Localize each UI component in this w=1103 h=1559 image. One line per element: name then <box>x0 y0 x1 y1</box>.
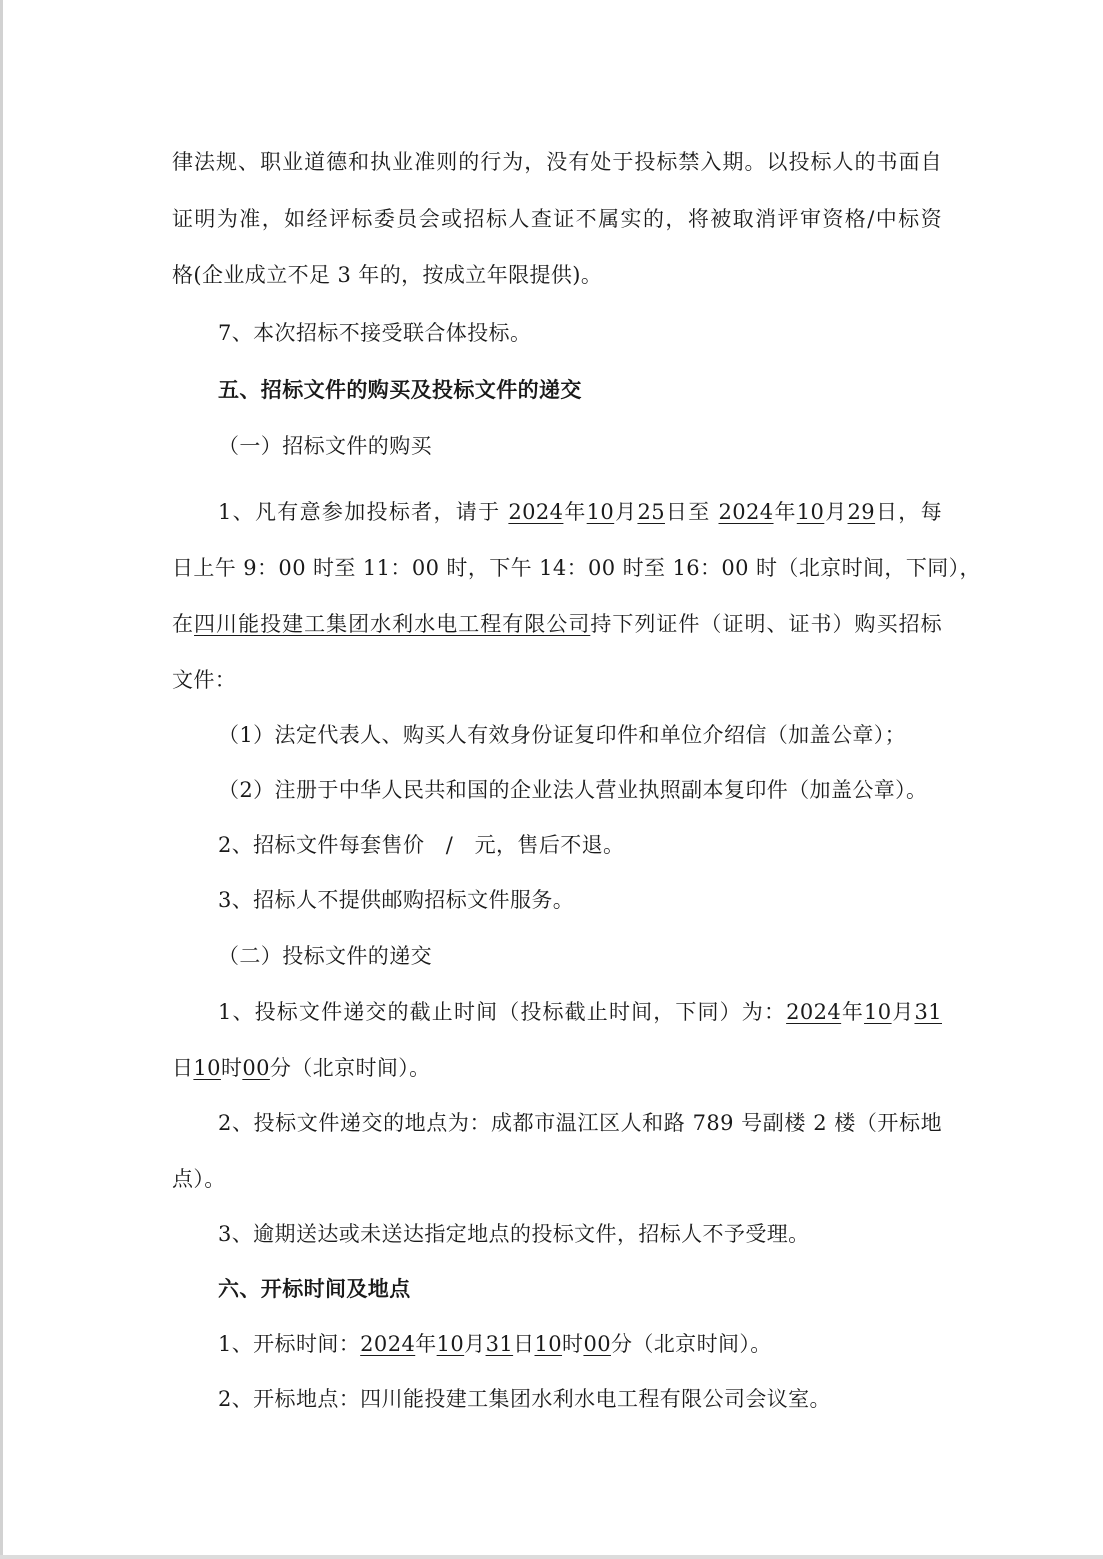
paragraph-line: 文件： <box>172 668 237 692</box>
date-year: 2024 <box>718 500 774 524</box>
date-year: 2024 <box>360 1332 416 1356</box>
date-year: 2024 <box>508 500 564 524</box>
submission-deadline-line: 1、投标文件递交的截止时间（投标截止时间，下同）为：2024年10月31 <box>218 1000 942 1024</box>
date-month: 10 <box>864 1000 892 1024</box>
paragraph-line: 点）。 <box>172 1167 226 1191</box>
required-document-2: （2）注册于中华人民共和国的企业法人营业执照副本复印件（加盖公章）。 <box>218 778 928 802</box>
date-month: 10 <box>436 1332 465 1356</box>
date-day: 31 <box>485 1332 514 1356</box>
subsection-heading-submission: （二）投标文件的递交 <box>218 944 432 968</box>
submission-time-line: 日10时00分（北京时间）。 <box>172 1056 431 1080</box>
clause-late-submission: 3、逾期送达或未送达指定地点的投标文件，招标人不予受理。 <box>218 1222 810 1246</box>
paragraph-line: 律法规、职业道德和执业准则的行为，没有处于投标禁入期。以投标人的书面自 <box>172 150 942 174</box>
paragraph-line: 证明为准，如经评标委员会或招标人查证不属实的，将被取消评审资格/中标资 <box>172 207 942 231</box>
opening-time-line: 1、开标时间：2024年10月31日10时00分（北京时间）。 <box>218 1332 772 1356</box>
clause-no-mail: 3、招标人不提供邮购招标文件服务。 <box>218 888 575 912</box>
submission-location-line: 2、投标文件递交的地点为：成都市温江区人和路 789 号副楼 2 楼（开标地 <box>218 1111 942 1135</box>
time-hour: 10 <box>193 1056 221 1080</box>
section-heading-6: 六、开标时间及地点 <box>218 1276 411 1301</box>
date-year: 2024 <box>786 1000 842 1024</box>
company-name: 四川能投建工集团水利水电工程有限公司 <box>194 612 591 636</box>
date-day: 25 <box>637 500 665 524</box>
subsection-heading-purchase: （一）招标文件的购买 <box>218 434 432 458</box>
date-day: 29 <box>847 500 876 524</box>
time-minute: 00 <box>583 1332 611 1356</box>
date-month: 10 <box>586 500 615 524</box>
time-hour: 10 <box>534 1332 563 1356</box>
date-day: 31 <box>914 1000 942 1024</box>
opening-location-line: 2、开标地点：四川能投建工集团水利水电工程有限公司会议室。 <box>218 1387 831 1411</box>
paragraph-line: 格(企业成立不足 3 年的，按成立年限提供)。 <box>172 263 603 287</box>
required-document-1: （1）法定代表人、购买人有效身份证复印件和单位介绍信（加盖公章）； <box>218 723 907 747</box>
purchase-date-line: 1、凡有意参加投标者，请于 2024年10月25日至 2024年10月29日，每 <box>218 500 943 524</box>
purchase-location-line: 在四川能投建工集团水利水电工程有限公司持下列证件（证明、证书）购买招标 <box>172 612 942 636</box>
time-minute: 00 <box>242 1056 270 1080</box>
clause-price: 2、招标文件每套售价 / 元，售后不退。 <box>218 833 625 857</box>
clause-joint-bid: 7、本次招标不接受联合体投标。 <box>218 321 532 345</box>
date-month: 10 <box>796 500 825 524</box>
section-heading-5: 五、招标文件的购买及投标文件的递交 <box>218 377 582 402</box>
purchase-hours-line: 日上午 9：00 时至 11：00 时，下午 14：00 时至 16：00 时（北京时间，下同）， <box>172 556 981 580</box>
